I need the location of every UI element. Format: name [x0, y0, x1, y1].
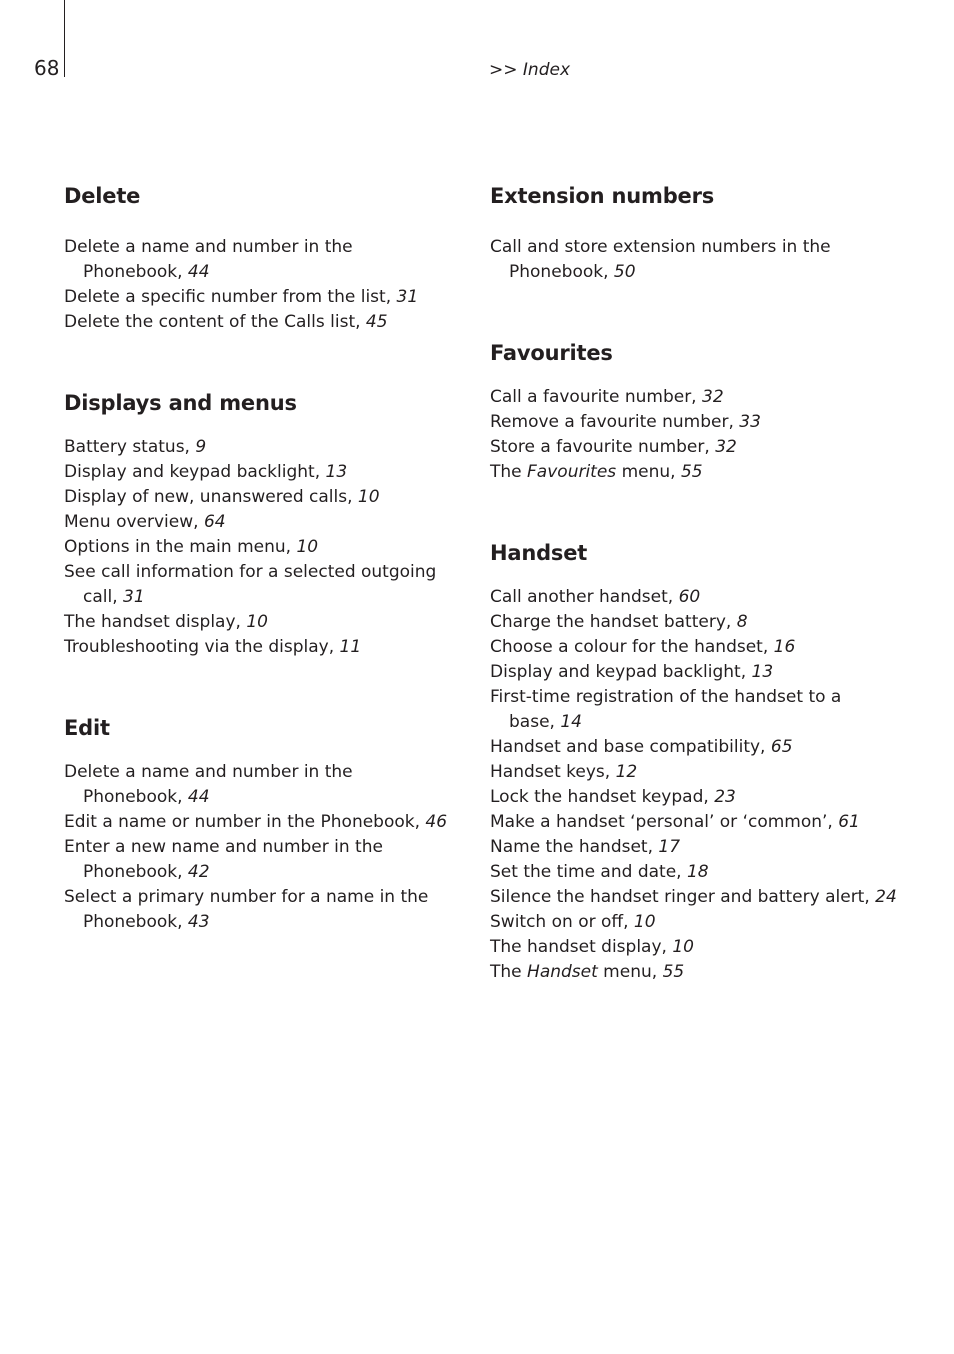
- index-entry: [490, 785, 897, 810]
- entry-text: Set the time and date,: [490, 862, 687, 882]
- entry-page-ref: 64: [203, 512, 226, 532]
- entry-page-ref: 50: [613, 262, 636, 282]
- entry-text-continued: base,: [509, 712, 561, 732]
- entry-text-continued: Phonebook,: [83, 862, 188, 882]
- entry-text: Delete a name and number in the: [64, 762, 353, 782]
- entry-page-ref: 45: [365, 312, 388, 332]
- entry-page-ref: 13: [751, 662, 774, 682]
- entry-text: Handset keys,: [490, 762, 616, 782]
- index-entry: [490, 610, 897, 635]
- entry-text: Silence the handset ringer and battery alert,: [490, 887, 876, 907]
- entry-page-ref: 44: [187, 787, 210, 807]
- entry-page-ref: 32: [702, 387, 724, 407]
- index-entry: [490, 910, 897, 935]
- entry-page-ref: 60: [678, 587, 701, 607]
- entry-text: menu,: [597, 962, 663, 982]
- index-entry: [64, 310, 418, 335]
- entry-text: Display and keypad backlight,: [490, 662, 752, 682]
- heading-extension-numbers: Extension numbers: [490, 184, 715, 208]
- entries-extension-numbers: [490, 235, 831, 285]
- entry-text: Delete the content of the Calls list,: [64, 312, 366, 332]
- entry-text: Select a primary number for a name in the: [64, 887, 429, 907]
- entry-page-ref: 61: [838, 812, 860, 832]
- entry-page-ref: 31: [396, 287, 419, 307]
- entry-page-ref: 55: [680, 462, 703, 482]
- entry-text: Enter a new name and number in the: [64, 837, 383, 857]
- index-entry: [64, 760, 447, 810]
- entry-text: Lock the handset keypad,: [490, 787, 715, 807]
- entry-page-ref: 55: [662, 962, 685, 982]
- entry-text: Call another handset,: [490, 587, 679, 607]
- index-entry: [64, 560, 436, 610]
- margin-rule: [64, 0, 65, 77]
- entry-page-ref: 31: [123, 587, 145, 607]
- index-entry: [64, 235, 418, 285]
- entry-text-prefix: The: [490, 462, 528, 482]
- index-entry: [490, 960, 897, 985]
- entries-delete: [64, 235, 418, 335]
- heading-displays-and-menus: Displays and menus: [64, 391, 297, 415]
- heading-delete: Delete: [64, 184, 141, 208]
- entries-favourites: [490, 385, 761, 485]
- entry-text: Switch on or off,: [490, 912, 634, 932]
- entry-page-ref: 16: [773, 637, 796, 657]
- index-entry: [490, 835, 897, 860]
- entry-page-ref: 10: [633, 912, 656, 932]
- entry-text: The handset display,: [490, 937, 673, 957]
- entry-page-ref: 17: [658, 837, 681, 857]
- entry-text-continued: Phonebook,: [83, 787, 188, 807]
- entry-page-ref: 46: [425, 812, 448, 832]
- index-entry: [490, 460, 761, 485]
- entries-handset: [490, 585, 897, 985]
- entry-text-continued: Phonebook,: [83, 262, 188, 282]
- running-head-section: Index: [522, 60, 571, 80]
- entry-text: Delete a name and number in the: [64, 237, 353, 257]
- entry-page-ref: 8: [736, 612, 748, 632]
- index-entry: [490, 635, 897, 660]
- entry-text: First-time registration of the handset to a: [490, 687, 842, 707]
- entry-text-prefix: The: [490, 962, 528, 982]
- entry-page-ref: 10: [296, 537, 319, 557]
- index-entry: [490, 385, 761, 410]
- entry-page-ref: 18: [686, 862, 709, 882]
- index-entry: [64, 535, 436, 560]
- index-entry: [490, 885, 897, 910]
- entry-text: Troubleshooting via the display,: [64, 637, 340, 657]
- entry-menu-name: Favourites: [527, 462, 617, 482]
- entry-page-ref: 13: [325, 462, 348, 482]
- entry-text: Display and keypad backlight,: [64, 462, 326, 482]
- entry-text: Make a handset ‘personal’ or ‘common’,: [490, 812, 839, 832]
- index-entry: [490, 735, 897, 760]
- heading-handset: Handset: [490, 541, 588, 565]
- entry-text: Store a favourite number,: [490, 437, 716, 457]
- page-number: 68: [34, 56, 60, 80]
- index-entry: [490, 435, 761, 460]
- entry-text: Battery status,: [64, 437, 196, 457]
- entry-text: Menu overview,: [64, 512, 204, 532]
- entry-page-ref: 10: [672, 937, 694, 957]
- entry-page-ref: 9: [195, 437, 207, 457]
- index-entry: [64, 635, 436, 660]
- index-entry: [490, 585, 897, 610]
- index-entry: [490, 810, 897, 835]
- entry-text: Call a favourite number,: [490, 387, 702, 407]
- entry-text: Options in the main menu,: [64, 537, 297, 557]
- entry-text: Choose a colour for the handset,: [490, 637, 774, 657]
- index-entry: [490, 235, 831, 285]
- entry-page-ref: 43: [187, 912, 210, 932]
- entry-page-ref: 11: [339, 637, 362, 657]
- running-head: [489, 60, 570, 80]
- index-entry: [490, 935, 897, 960]
- entry-page-ref: 42: [187, 862, 210, 882]
- index-entry: [64, 435, 436, 460]
- entry-text: See call information for a selected outgoing: [64, 562, 437, 582]
- entry-page-ref: 23: [714, 787, 736, 807]
- index-entry: [64, 885, 447, 935]
- entry-text: Edit a name or number in the Phonebook,: [64, 812, 426, 832]
- entry-page-ref: 10: [357, 487, 380, 507]
- entry-text: Name the handset,: [490, 837, 659, 857]
- entry-text-continued: Phonebook,: [83, 912, 188, 932]
- entry-page-ref: 65: [770, 737, 793, 757]
- entry-page-ref: 12: [615, 762, 638, 782]
- entry-page-ref: 14: [560, 712, 582, 732]
- running-head-prefix: >>: [489, 60, 523, 80]
- heading-edit: Edit: [64, 716, 110, 740]
- entry-text-continued: call,: [83, 587, 124, 607]
- index-entry: [64, 460, 436, 485]
- entry-page-ref: 32: [715, 437, 737, 457]
- entry-text: The handset display,: [64, 612, 247, 632]
- entry-text: Charge the handset battery,: [490, 612, 737, 632]
- index-entry: [490, 410, 761, 435]
- index-entry: [490, 685, 897, 735]
- entry-page-ref: 24: [875, 887, 897, 907]
- entry-text: menu,: [616, 462, 681, 482]
- entry-text: Display of new, unanswered calls,: [64, 487, 358, 507]
- index-entry: [64, 485, 436, 510]
- entry-text: Delete a specific number from the list,: [64, 287, 397, 307]
- entries-edit: [64, 760, 447, 935]
- entry-page-ref: 33: [739, 412, 761, 432]
- index-entry: [490, 860, 897, 885]
- entries-displays-and-menus: [64, 435, 436, 660]
- index-entry: [64, 610, 436, 635]
- index-entry: [64, 285, 418, 310]
- entry-page-ref: 10: [246, 612, 268, 632]
- entry-menu-name: Handset: [527, 962, 598, 982]
- index-entry: [490, 660, 897, 685]
- entry-text-continued: Phonebook,: [509, 262, 614, 282]
- index-entry: [64, 835, 447, 885]
- entry-text: Remove a favourite number,: [490, 412, 740, 432]
- heading-favourites: Favourites: [490, 341, 613, 365]
- index-entry: [64, 810, 447, 835]
- entry-page-ref: 44: [187, 262, 210, 282]
- entry-text: Handset and base compatibility,: [490, 737, 771, 757]
- index-entry: [490, 760, 897, 785]
- entry-text: Call and store extension numbers in the: [490, 237, 831, 257]
- index-entry: [64, 510, 436, 535]
